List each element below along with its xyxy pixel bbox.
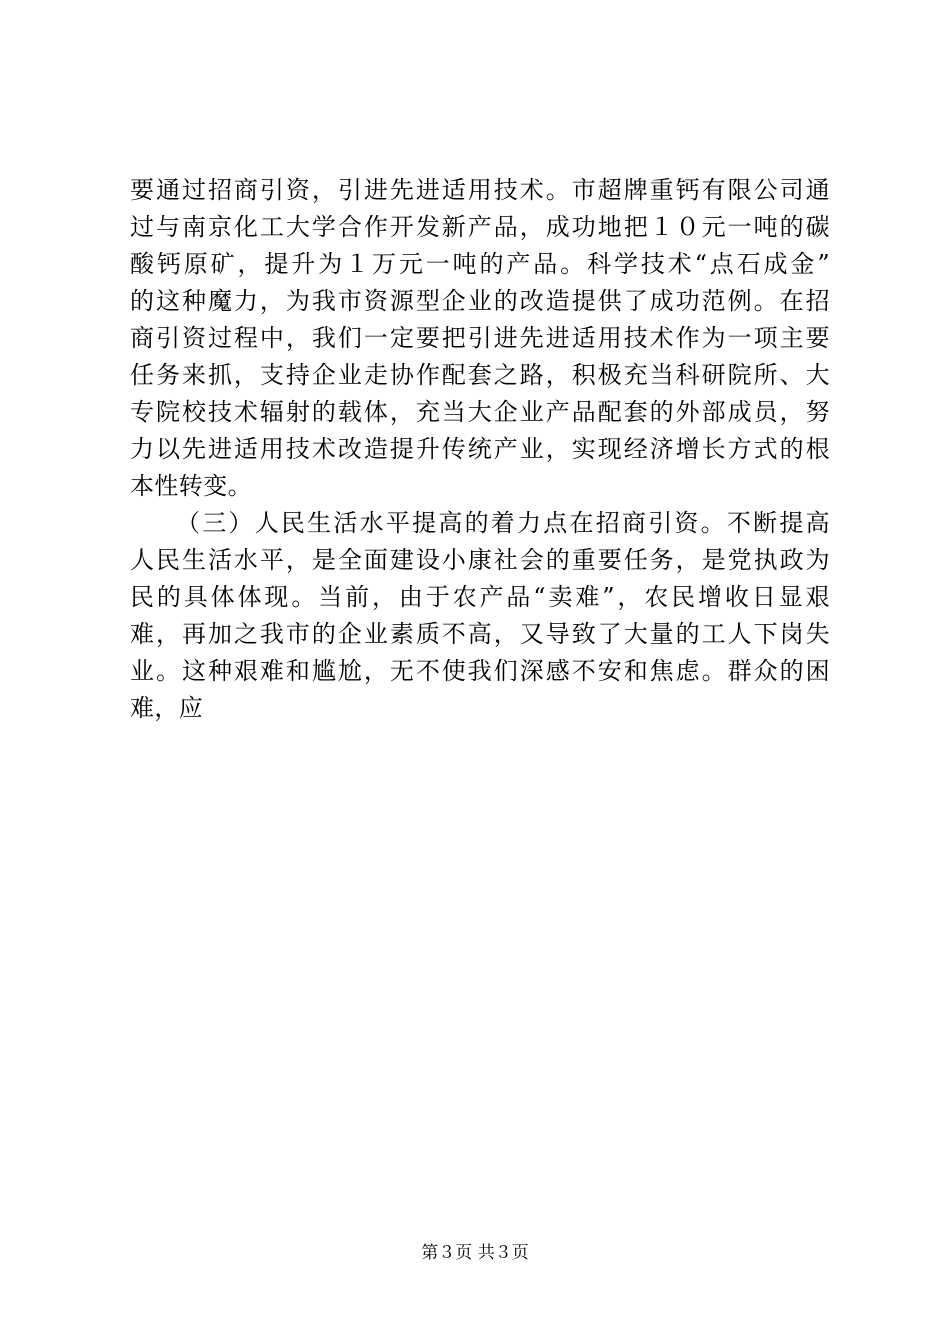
paragraph-line: 本性转变。 [130, 472, 252, 500]
paragraph-line: （三）人民生活水平提高的着力点在招商引资。不断提高 [176, 509, 830, 537]
paragraph-line: 专院校技术辐射的载体，充当大企业产品配套的外部成员，努 [130, 398, 830, 426]
paragraph-line: 人民生活水平，是全面建设小康社会的重要任务，是党执政为 [130, 546, 830, 574]
page-number-label: 第３页 共３页 [421, 1243, 529, 1263]
paragraph-line: 难，应 [130, 694, 204, 722]
paragraph-line: 要通过招商引资，引进先进适用技术。市超牌重钙有限公司通 [130, 176, 830, 204]
paragraph-line: 过与南京化工大学合作开发新产品，成功地把１０元一吨的碳 [130, 213, 830, 241]
paragraph-2 [130, 505, 830, 727]
paragraph-line: 业。这种艰难和尴尬，无不使我们深感不安和焦虑。群众的困 [130, 657, 830, 685]
paragraph-line: 难，再加之我市的企业素质不高，又导致了大量的工人下岗失 [130, 620, 830, 648]
paragraph-line: 民的具体体现。当前，由于农产品“卖难”，农民增收日显艰 [130, 583, 830, 611]
paragraph-line: 商引资过程中，我们一定要把引进先进适用技术作为一项主要 [130, 324, 830, 352]
paragraph-line: 任务来抓，支持企业走协作配套之路，积极充当科研院所、大 [130, 361, 830, 389]
body-text [130, 172, 830, 727]
paragraph-1 [130, 172, 830, 505]
page-footer [0, 1242, 950, 1264]
paragraph-line: 酸钙原矿，提升为１万元一吨的产品。科学技术“点石成金” [130, 250, 830, 278]
paragraph-line: 的这种魔力，为我市资源型企业的改造提供了成功范例。在招 [130, 287, 830, 315]
paragraph-line: 力以先进适用技术改造提升传统产业，实现经济增长方式的根 [130, 435, 830, 463]
